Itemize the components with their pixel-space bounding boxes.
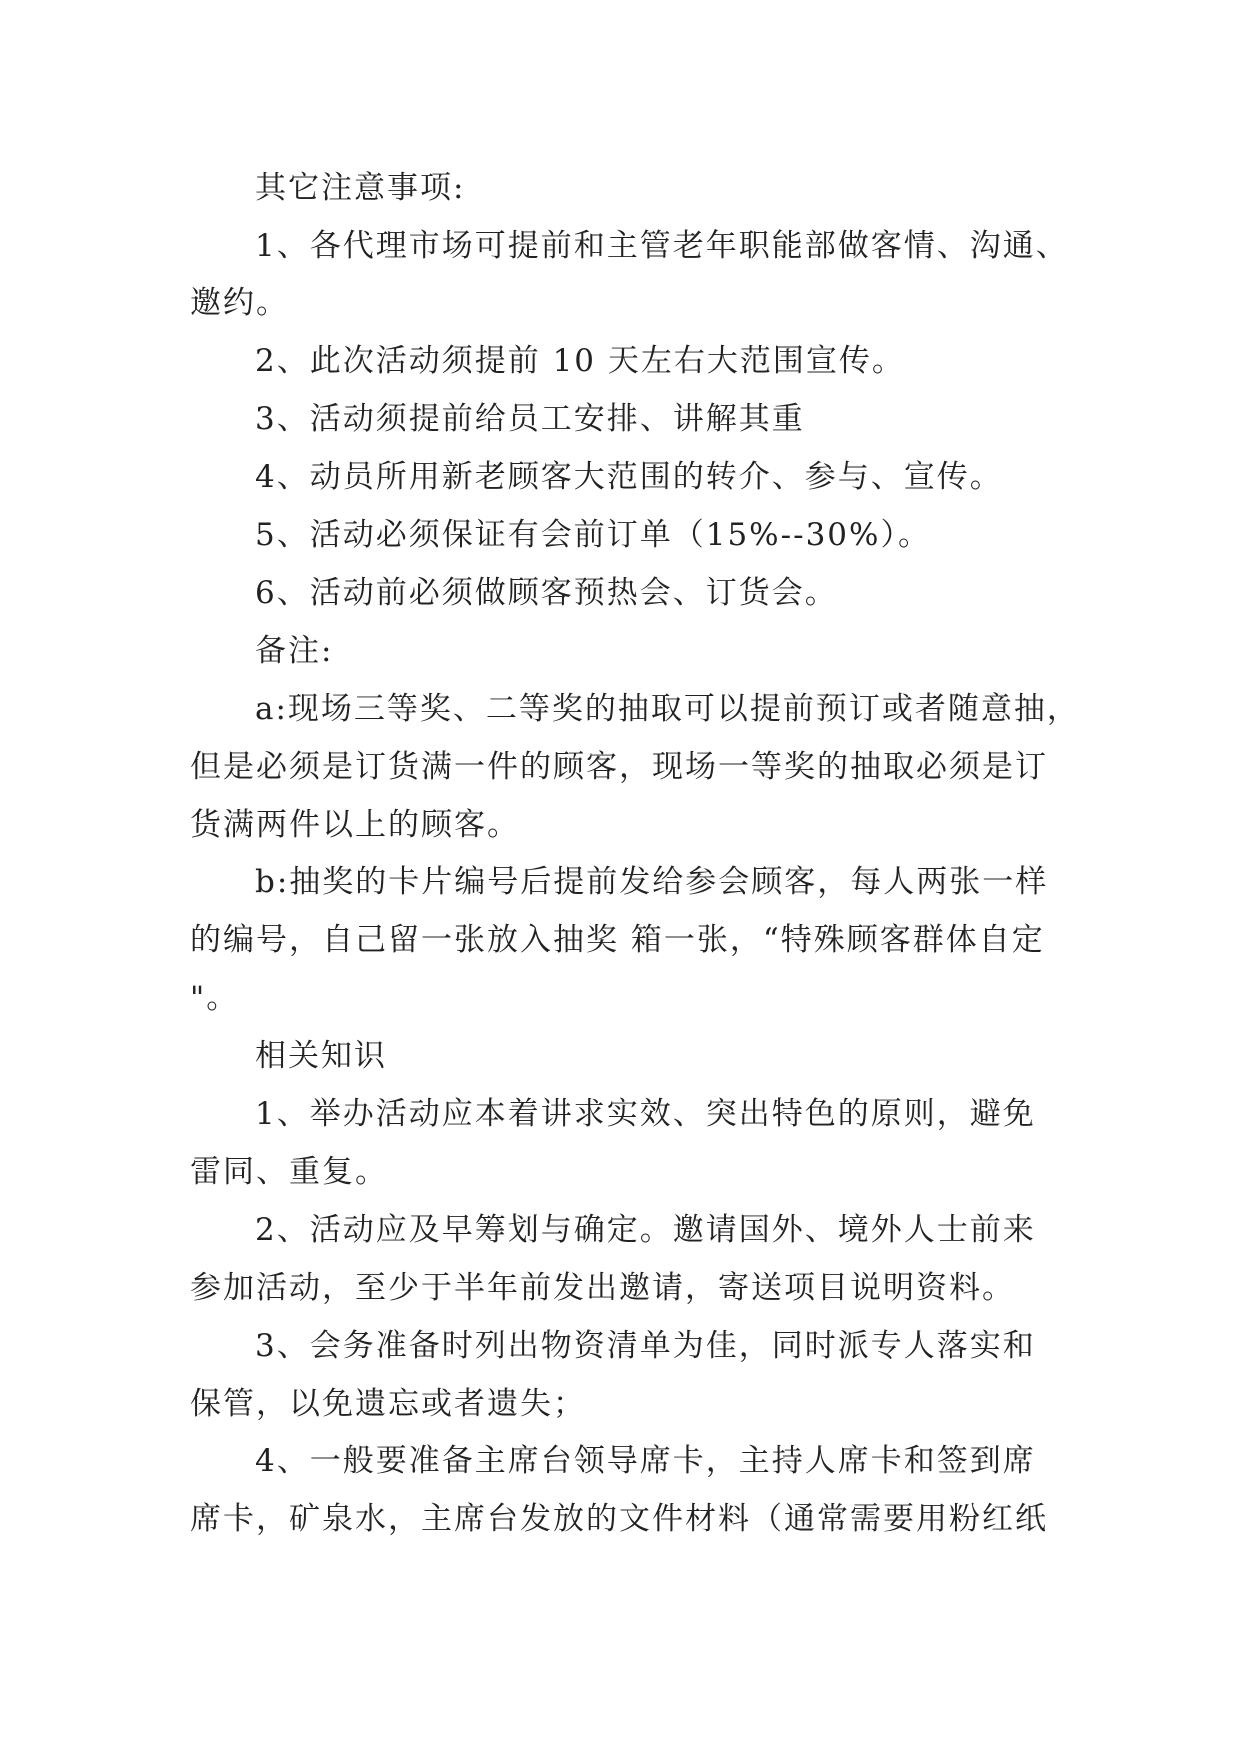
paragraph-line: b:抽奖的卡片编号后提前发给参会顾客，每人两张一样 [255,864,1049,900]
paragraph-line: 1、举办活动应本着讲求实效、突出特色的原则，避免 [255,1096,1036,1132]
paragraph-line: 3、会务准备时列出物资清单为佳，同时派专人落实和 [255,1328,1036,1364]
paragraph-line: 6、活动前必须做顾客预热会、订货会。 [255,575,838,611]
paragraph-line: 1、各代理市场可提前和主管老年职能部做客情、沟通、 [255,228,1069,264]
paragraph-line: 2、此次活动须提前 10 天左右大范围宣传。 [255,343,905,379]
paragraph-line: a:现场三等奖、二等奖的抽取可以提前预订或者随意抽， [255,691,1080,727]
heading-other-notes: 其它注意事项: [255,170,466,206]
heading-related-knowledge: 相关知识 [255,1038,387,1074]
paragraph-line: 保管，以免遗忘或者遗失； [190,1386,586,1422]
paragraph-line: 参加活动，至少于半年前发出邀请，寄送项目说明资料。 [190,1270,1015,1306]
paragraph-line: 5、活动必须保证有会前订单（15%--30%）。 [255,517,931,553]
paragraph-line: 2、活动应及早筹划与确定。邀请国外、境外人士前来 [255,1212,1036,1248]
paragraph-line: 雷同、重复。 [190,1154,388,1190]
paragraph-line: 货满两件以上的顾客。 [190,807,520,843]
paragraph-line: 4、动员所用新老顾客大范围的转介、参与、宣传。 [255,459,1003,495]
paragraph-line: 3、活动须提前给员工安排、讲解其重 [255,401,805,437]
paragraph-line: 席卡，矿泉水，主席台发放的文件材料（通常需要用粉红纸 [190,1501,1048,1537]
paragraph-line: 但是必须是订货满一件的顾客，现场一等奖的抽取必须是订 [190,749,1048,785]
paragraph-line: 的编号，自己留一张放入抽奖 箱一张，“特殊顾客群体自定 [190,922,1045,958]
heading-remarks: 备注: [255,633,334,669]
paragraph-line: 邀约。 [190,285,289,321]
paragraph-line: 4、一般要准备主席台领导席卡，主持人席卡和签到席 [255,1443,1036,1479]
paragraph-line: "。 [190,980,240,1016]
